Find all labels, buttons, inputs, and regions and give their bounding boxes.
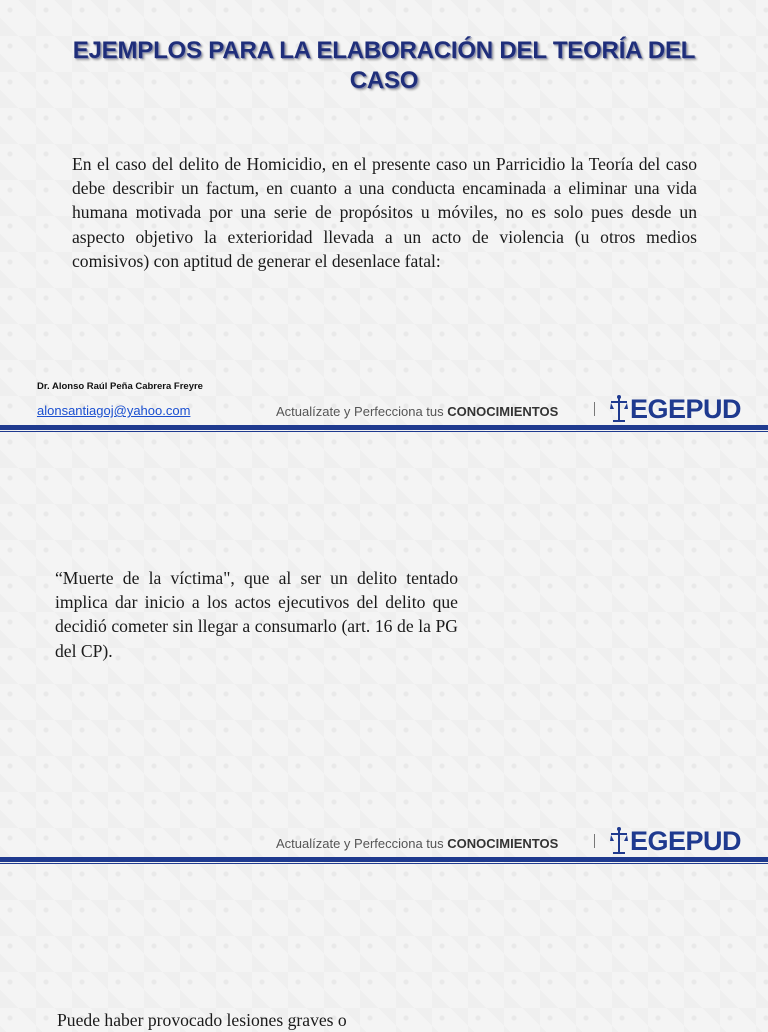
scales-of-justice-icon <box>610 826 628 856</box>
footer-separator <box>594 402 595 416</box>
slide-footer <box>0 394 768 430</box>
slide-title: EJEMPLOS PARA LA ELABORACIÓN DEL TEORÍA DEL CASO <box>72 37 696 94</box>
slide-body-text: Puede haber provocado lesiones graves o <box>57 1010 347 1030</box>
tagline-bold: CONOCIMIENTOS <box>447 836 559 851</box>
tagline-prefix: Actualízate y Perfecciona tus <box>276 836 448 851</box>
slide-3 <box>0 864 768 1030</box>
tagline-bold: CONOCIMIENTOS <box>447 404 559 419</box>
author-name: Dr. Alonso Raúl Peña Cabrera Freyre <box>37 381 203 392</box>
footer-tagline <box>276 404 558 419</box>
slide-body-text: En el caso del delito de Homicidio, en el presente caso un Parricidio la Teoría del caso debe describir un factum, en cuanto a una conducta encaminada a eliminar una vida humana motivada por una serie de propósitos u móviles, no es solo pues desde un aspecto objetivo la exterioridad llevada a un acto de violencia (u otros medios comisivos) con aptitud de generar el desenlace fatal: <box>72 154 697 271</box>
tagline-prefix: Actualízate y Perfecciona tus <box>276 404 448 419</box>
slide-1 <box>0 0 768 432</box>
egepud-logo <box>610 394 741 424</box>
brand-name: EGEPUD <box>630 825 742 856</box>
slide-2 <box>0 432 768 864</box>
footer-rule <box>0 857 768 862</box>
footer-rule <box>0 425 768 430</box>
slide-footer <box>0 826 768 862</box>
footer-tagline <box>276 836 558 851</box>
author-email-link[interactable]: alonsantiagoj@yahoo.com <box>37 403 191 418</box>
slide-body-text: “Muerte de la víctima", que al ser un delito tentado implica dar inicio a los actos ejecutivos del delito que decidió cometer sin llegar a consumarlo (art. 16 de la PG del CP). <box>55 568 458 661</box>
brand-name: EGEPUD <box>630 393 742 424</box>
scales-of-justice-icon <box>610 394 628 424</box>
egepud-logo <box>610 826 741 856</box>
footer-separator <box>594 834 595 848</box>
